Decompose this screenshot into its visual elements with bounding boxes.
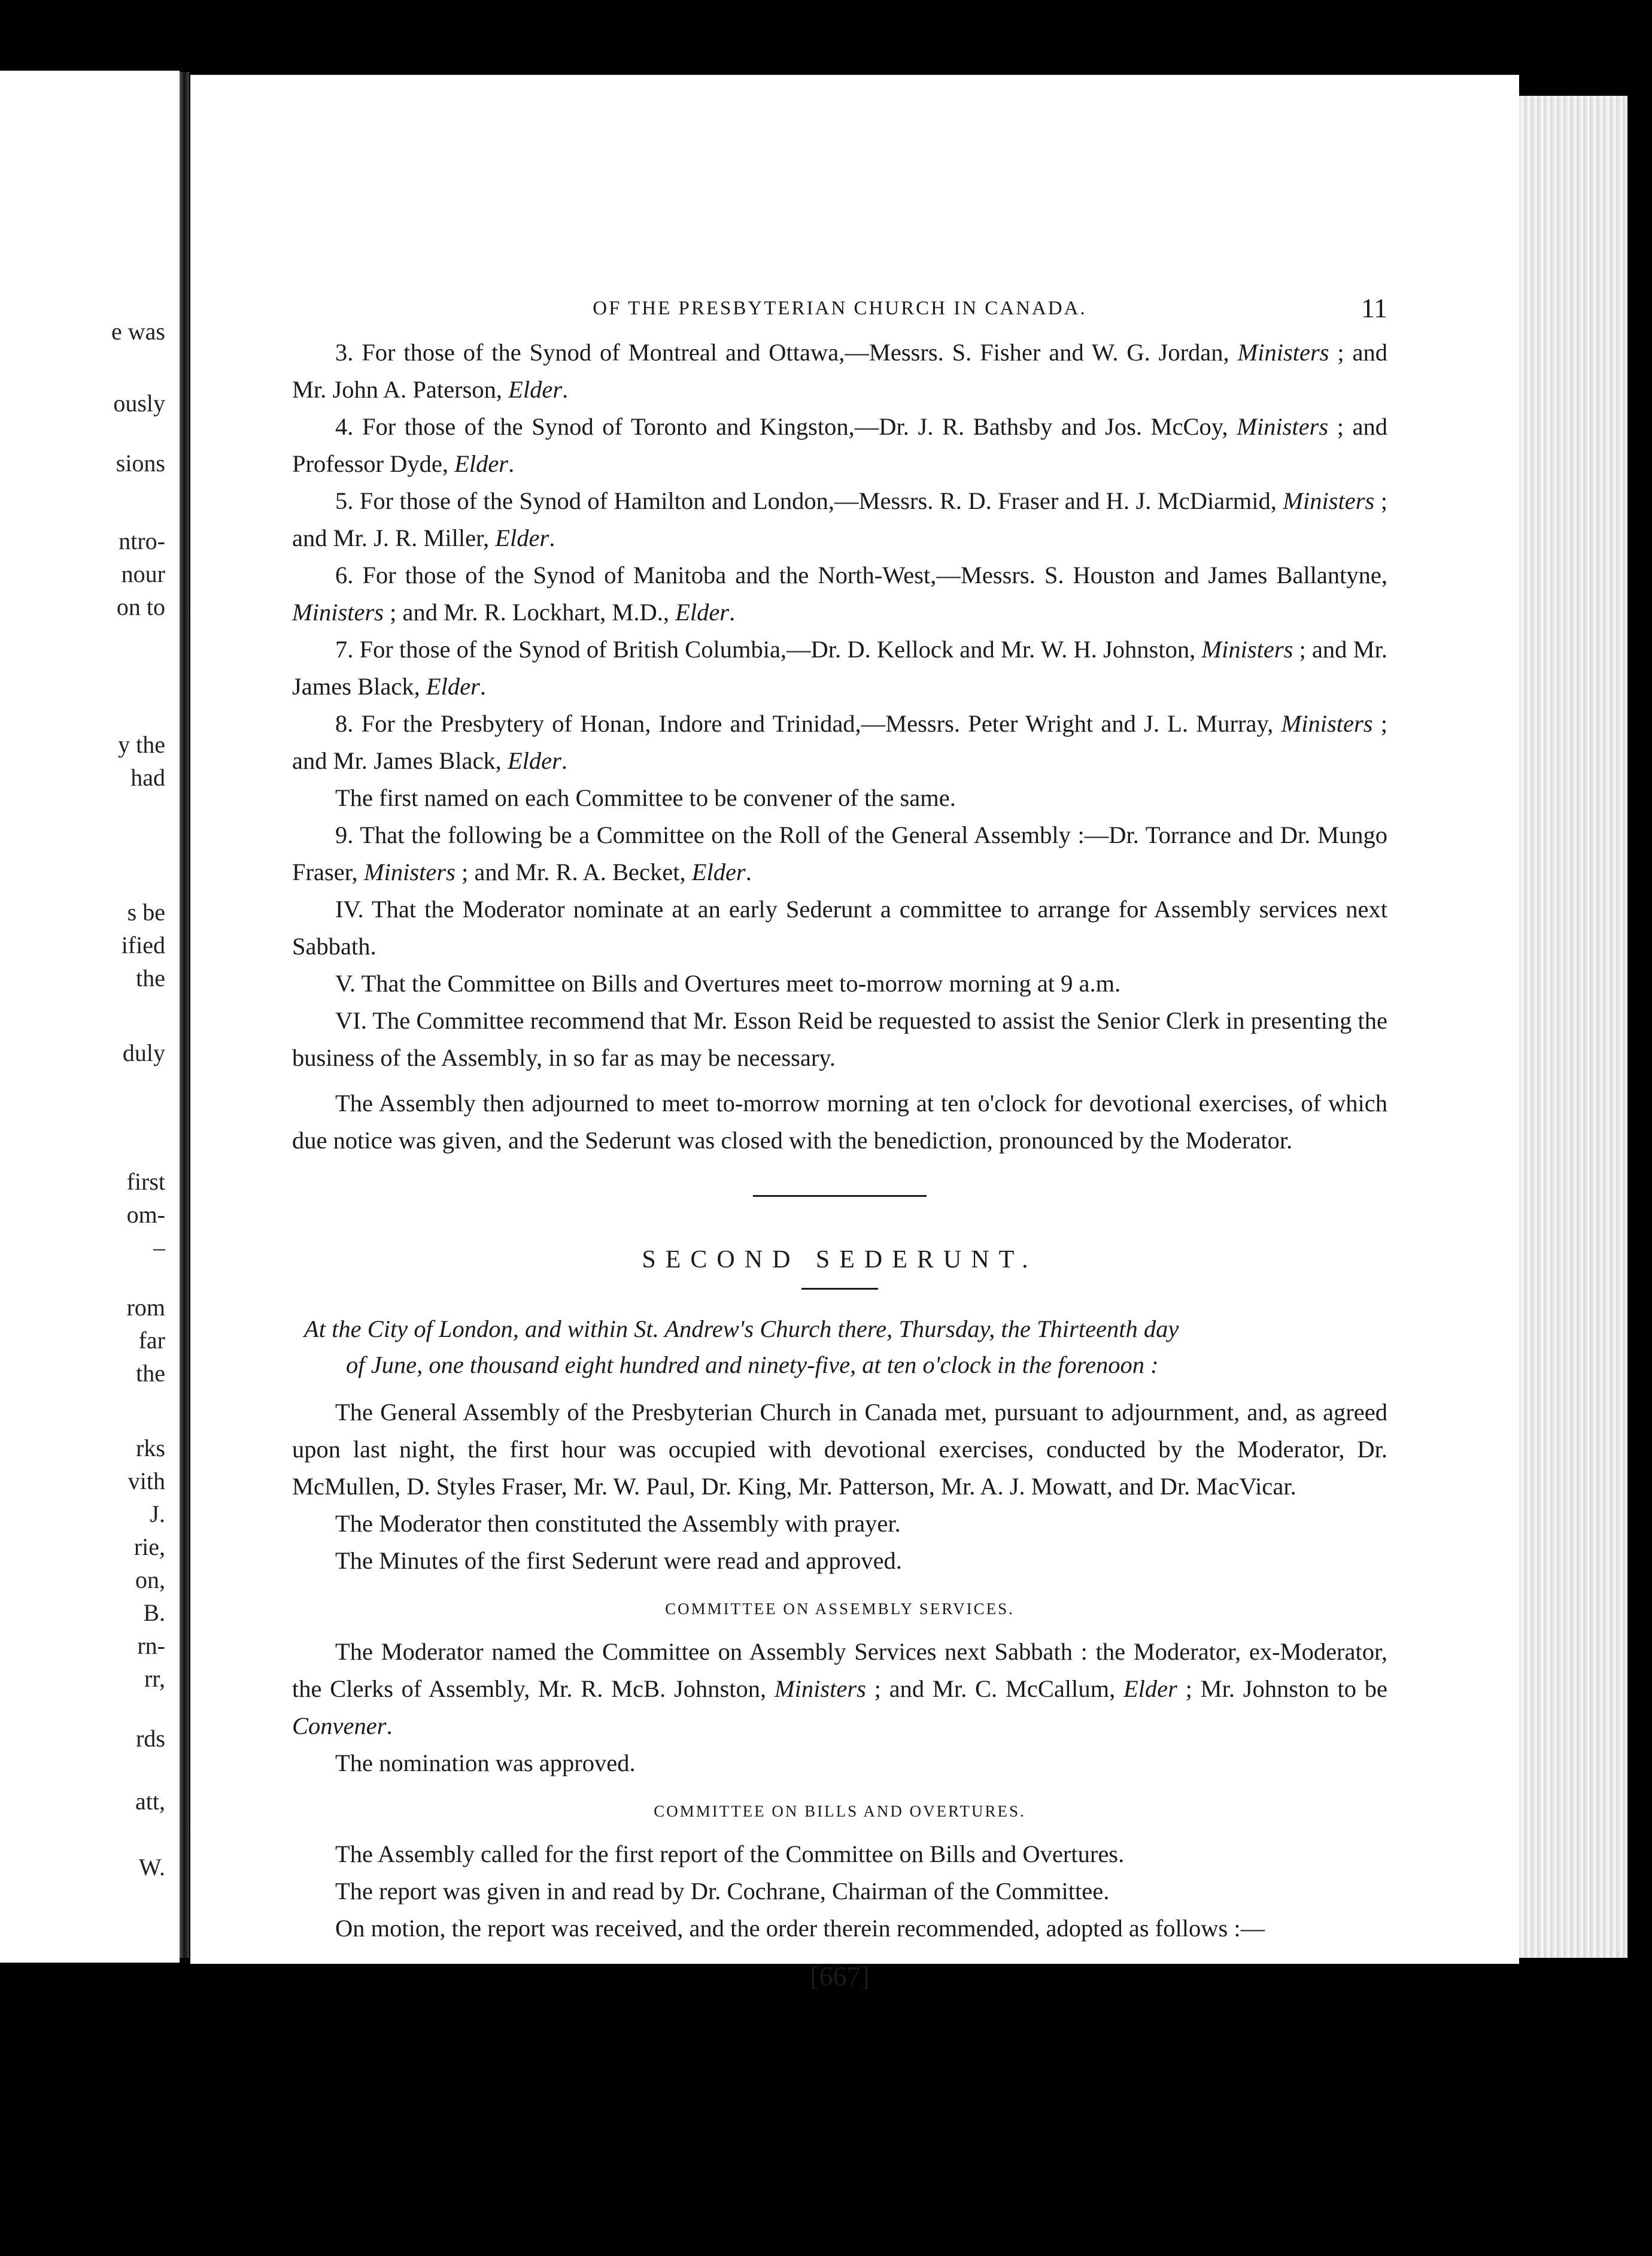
left-page-line-fragment: rds xyxy=(136,1725,165,1752)
left-page-line-fragment: on to xyxy=(116,593,165,620)
left-page-line-fragment: W. xyxy=(138,1854,165,1881)
committee-item-8: 8. For the Presbytery of Honan, Indore and Trinidad,—Messrs. Peter Wright and J. L. Murray, Ministers ; and Mr. James Black, Elder. xyxy=(292,710,1387,774)
bracket-page-number: [667] xyxy=(810,1961,870,1991)
bills-paragraph-2: The report was given in and read by Dr. Cochrane, Chairman of the Committee. xyxy=(335,1878,1110,1905)
dateline: At the City of London, and within St. Andrew's Church there, Thursday, the Thirteenth day of June, one thousand eight hundred and ninety-five, at ten o'clock in the forenoon : xyxy=(304,1315,1179,1378)
minutes-paragraph: The Minutes of the first Sederunt were read and approved. xyxy=(335,1547,902,1574)
constituted-paragraph: The Moderator then constituted the Assembly with prayer. xyxy=(335,1510,901,1537)
committee-item-9: 9. That the following be a Committee on the Roll of the General Assembly :—Dr. Torrance and Dr. Mungo Fraser, Ministers ; and Mr. R. A. Becket, Elder. xyxy=(292,821,1387,886)
left-page-line-fragment: J. xyxy=(150,1500,165,1527)
assembly-met-paragraph: The General Assembly of the Presbyterian Church in Canada met, pursuant to adjournment, and, as agreed upon last night, the first hour was occupied with devotional exercises, conducted by the Moderator, Dr. McMullen, D. Styles Fraser, Mr. W. Paul, Dr. King, Mr. Patterson, Mr. A. J. Mowatt, and Dr. MacVicar. xyxy=(292,1399,1387,1500)
bills-paragraph-1: The Assembly called for the first report of the Committee on Bills and Overtures. xyxy=(335,1840,1125,1867)
left-page-line-fragment: rie, xyxy=(133,1533,165,1560)
left-page-line-fragment: att, xyxy=(135,1788,165,1815)
section-divider xyxy=(753,1195,927,1197)
heading-assembly-services: COMMITTEE ON ASSEMBLY SERVICES. xyxy=(665,1600,1015,1618)
left-page-line-fragment: – xyxy=(153,1234,165,1261)
committee-item-4: 4. For those of the Synod of Toronto and Kingston,—Dr. J. R. Bathsby and Jos. McCoy, Ministers ; and Professor Dyde, Elder. xyxy=(292,413,1388,477)
page-text xyxy=(292,287,1387,1995)
committee-item-5: 5. For those of the Synod of Hamilton and London,—Messrs. R. D. Fraser and H. J. McDiarmid, Ministers ; and Mr. J. R. Miller, Elder. xyxy=(292,487,1387,551)
left-page-line-fragment: rn- xyxy=(137,1632,165,1659)
assembly-services-paragraph: The Moderator named the Committee on Assembly Services next Sabbath : the Moderator, ex-Moderator, the Clerks of Assembly, Mr. R. McB. Johnston, Ministers ; and Mr. C. McCallum, Elder ; Mr. Johnston to be Convener. xyxy=(292,1638,1387,1739)
left-page-line-fragment: ously xyxy=(113,390,165,417)
left-page-line-fragment: far xyxy=(138,1327,165,1354)
left-page-line-fragment: vith xyxy=(127,1467,165,1494)
left-page-line-fragment: B. xyxy=(143,1599,165,1626)
left-page-line-fragment: nour xyxy=(121,560,165,587)
convener-note: The first named on each Committee to be convener of the same. xyxy=(335,784,956,811)
left-page-line-fragment: om- xyxy=(126,1201,165,1228)
left-page-line-fragment: the xyxy=(136,965,165,991)
page-edges xyxy=(1506,96,1627,1958)
running-head-title: OF THE PRESBYTERIAN CHURCH IN CANADA. xyxy=(593,298,1087,319)
page-number: 11 xyxy=(1361,293,1387,323)
left-page-line-fragment: on, xyxy=(135,1566,165,1593)
running-head xyxy=(292,287,1387,329)
left-page-line-fragment: rr, xyxy=(144,1665,165,1692)
left-page-line-fragment: e was xyxy=(111,318,165,345)
left-page-line-fragment: sions xyxy=(116,450,165,477)
left-page-fragment xyxy=(0,71,180,1963)
left-page-line-fragment: s be xyxy=(127,899,165,926)
left-page-line-fragment: rks xyxy=(136,1435,165,1461)
left-page-line-fragment: y the xyxy=(118,731,165,758)
heading-bills-overtures: COMMITTEE ON BILLS AND OVERTURES. xyxy=(654,1802,1026,1820)
item-vi: VI. The Committee recommend that Mr. Esson Reid be requested to assist the Senior Clerk in presenting the business of the Assembly, in so far as may be necessary. xyxy=(292,1007,1387,1071)
left-page-line-fragment: first xyxy=(126,1168,165,1195)
committee-item-7: 7. For those of the Synod of British Columbia,—Dr. D. Kellock and Mr. W. H. Johnston, Ministers ; and Mr. James Black, Elder. xyxy=(292,636,1387,700)
left-page-line-fragment: the xyxy=(136,1360,165,1387)
left-page-line-fragment: ified xyxy=(121,932,165,959)
bills-paragraph-3: On motion, the report was received, and the order therein recommended, adopted as follows :— xyxy=(335,1915,1265,1942)
left-page-line-fragment: ntro- xyxy=(119,527,165,554)
section-title: SECOND SEDERUNT. xyxy=(642,1246,1038,1273)
book-gutter xyxy=(180,72,189,1958)
item-iv: IV. That the Moderator nominate at an early Sederunt a committee to arrange for Assembly services next Sabbath. xyxy=(292,896,1387,960)
right-page xyxy=(190,75,1519,1991)
left-page-line-fragment: rom xyxy=(126,1294,165,1321)
left-page-line-fragment: duly xyxy=(122,1039,165,1066)
nomination-approved: The nomination was approved. xyxy=(335,1749,636,1776)
item-v: V. That the Committee on Bills and Overtures meet to-morrow morning at 9 a.m. xyxy=(335,970,1121,997)
committee-item-6: 6. For those of the Synod of Manitoba and the North-West,—Messrs. S. Houston and James Ballantyne, Ministers ; and Mr. R. Lockhart, M.D., Elder. xyxy=(292,562,1387,626)
committee-item-3: 3. For those of the Synod of Montreal and Ottawa,—Messrs. S. Fisher and W. G. Jordan, Ministers ; and Mr. John A. Paterson, Elder. xyxy=(292,339,1387,403)
adjournment-paragraph: The Assembly then adjourned to meet to-morrow morning at ten o'clock for devotional exercises, of which due notice was given, and the Sederunt was closed with the benediction, pronounced by the Moderator. xyxy=(292,1090,1387,1154)
left-page-line-fragment: had xyxy=(130,764,165,791)
title-underline xyxy=(801,1288,878,1290)
